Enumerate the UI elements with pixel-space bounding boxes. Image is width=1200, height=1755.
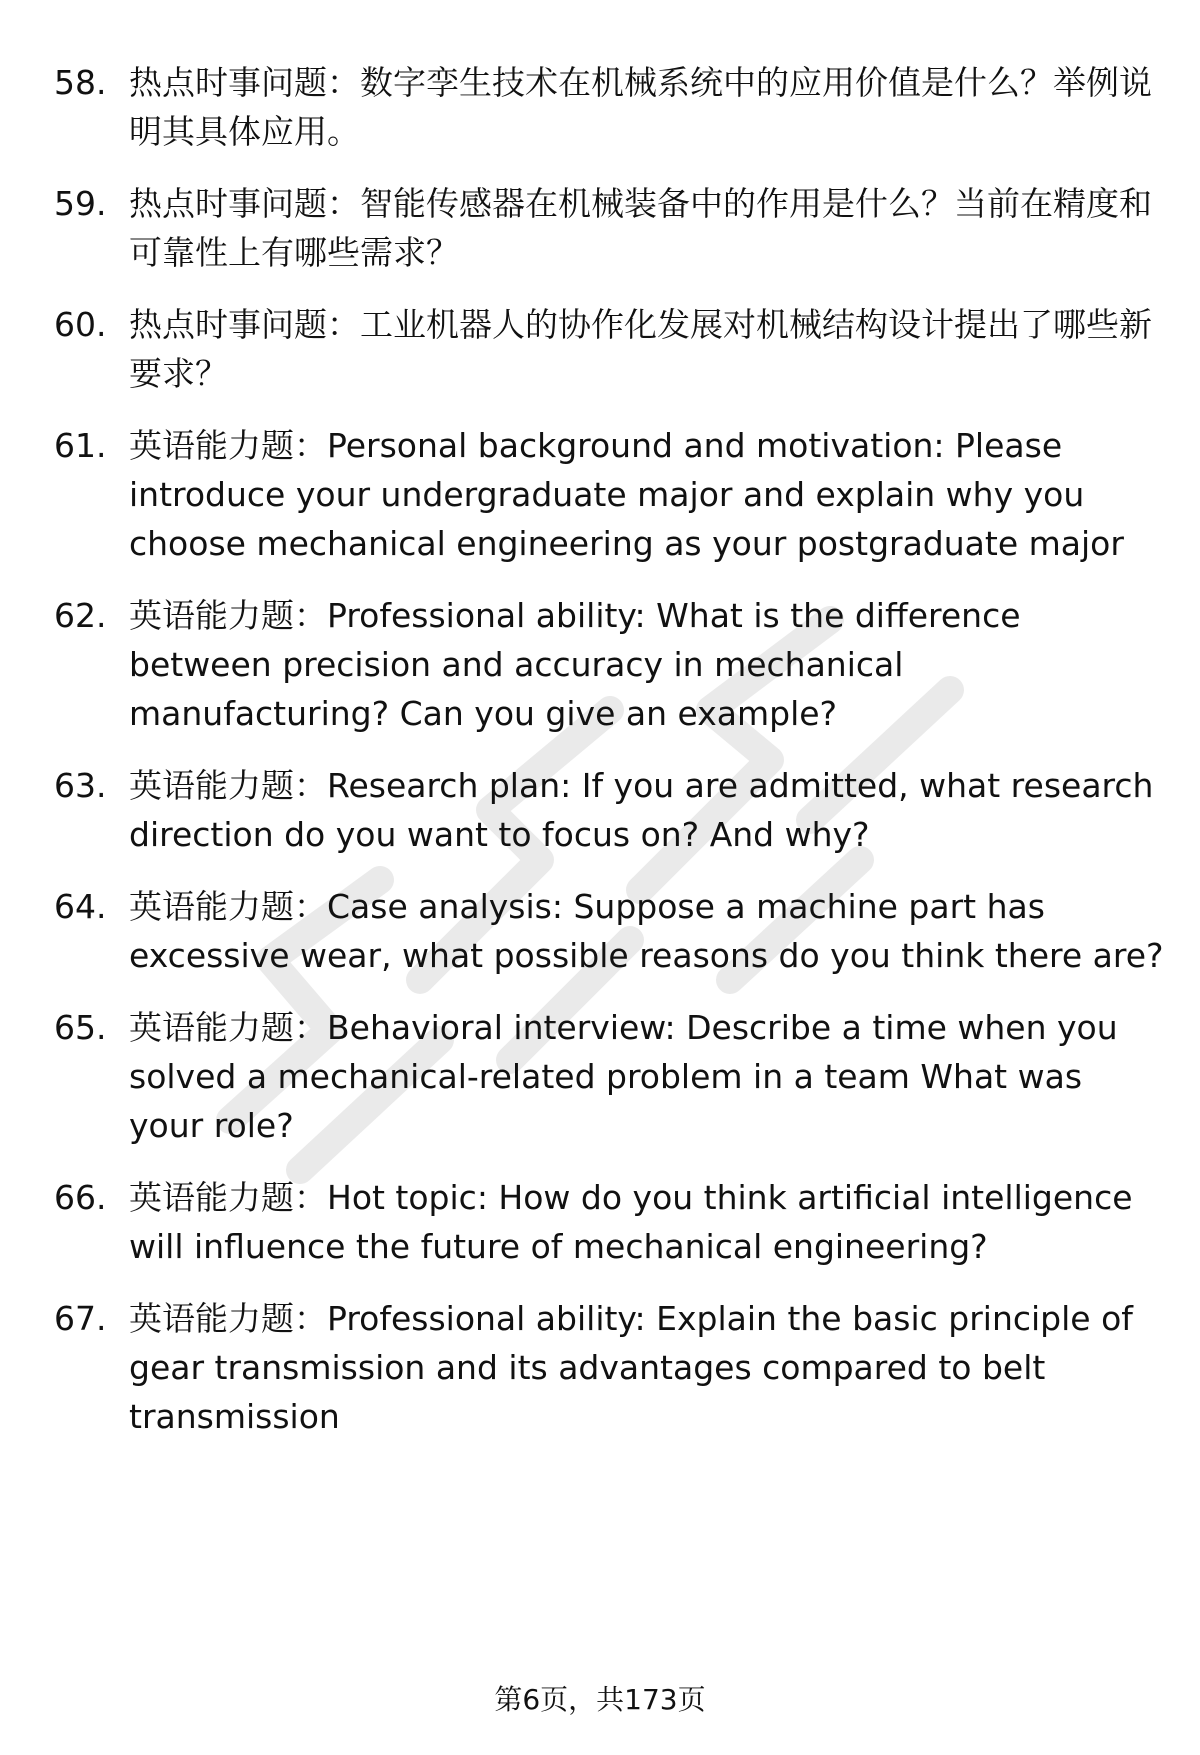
question-number: 59. xyxy=(54,184,107,223)
question-text: 热点时事问题：智能传感器在机械装备中的作用是什么？当前在精度和可靠性上有哪些需求？ xyxy=(129,184,1152,272)
question-list xyxy=(54,58,1164,1464)
question-item-66 xyxy=(54,1173,1164,1271)
question-number: 65. xyxy=(54,1008,107,1047)
question-item-62 xyxy=(54,591,1164,738)
question-number: 67. xyxy=(54,1299,107,1338)
question-item-58 xyxy=(54,58,1164,156)
question-text: 英语能力题：Research plan: If you are admitted, what research direction do you want to focus on? And why? xyxy=(129,766,1154,854)
question-number: 60. xyxy=(54,305,107,344)
question-text: 英语能力题：Behavioral interview: Describe a time when you solved a mechanical-related problem in a team What was your role? xyxy=(129,1008,1118,1145)
question-number: 58. xyxy=(54,63,107,102)
question-text: 英语能力题：Professional ability: What is the difference between precision and accuracy in mechanical manufacturing? Can you give an example? xyxy=(129,596,1021,733)
question-number: 66. xyxy=(54,1178,107,1217)
question-item-61 xyxy=(54,421,1164,568)
question-text: 英语能力题：Professional ability: Explain the basic principle of gear transmission and its advantages compared to belt transmission xyxy=(129,1299,1133,1436)
question-number: 63. xyxy=(54,766,107,805)
page-footer: 第6页，共173页 xyxy=(494,1683,706,1716)
question-text: 英语能力题：Case analysis: Suppose a machine part has excessive wear, what possible reasons do you think there are? xyxy=(129,887,1164,975)
question-text: 英语能力题：Hot topic: How do you think artificial intelligence will influence the future of mechanical engineering? xyxy=(129,1178,1133,1266)
question-item-65 xyxy=(54,1003,1164,1150)
question-text: 英语能力题：Personal background and motivation: Please introduce your undergraduate major and explain why you choose mechanical engineering as your postgraduate major xyxy=(129,426,1124,563)
question-number: 64. xyxy=(54,887,107,926)
question-item-67 xyxy=(54,1294,1164,1441)
question-number: 62. xyxy=(54,596,107,635)
question-item-59 xyxy=(54,179,1164,277)
question-number: 61. xyxy=(54,426,107,465)
question-item-60 xyxy=(54,300,1164,398)
question-text: 热点时事问题：工业机器人的协作化发展对机械结构设计提出了哪些新要求？ xyxy=(129,305,1152,393)
question-text: 热点时事问题：数字孪生技术在机械系统中的应用价值是什么？举例说明其具体应用。 xyxy=(129,63,1152,151)
question-item-64 xyxy=(54,882,1164,980)
question-item-63 xyxy=(54,761,1164,859)
